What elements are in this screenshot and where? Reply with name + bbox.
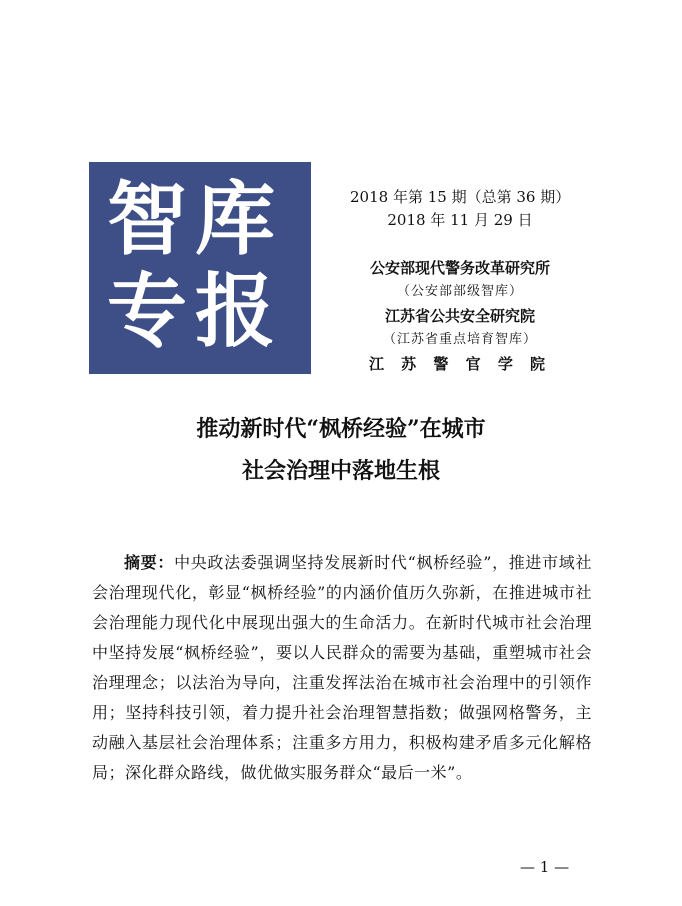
abstract-paragraph <box>92 548 592 788</box>
publisher-2: 江苏省公共安全研究院 <box>384 307 535 325</box>
publisher-1: 公安部现代警务改革研究所 <box>369 259 550 277</box>
issue-info <box>350 186 570 232</box>
title-line2: 社会治理中落地生根 <box>241 458 440 484</box>
issue-number: 2018 年第 15 期（总第 36 期） <box>350 188 571 206</box>
logo-text-line1: 智库 <box>107 173 283 266</box>
document-title <box>0 408 682 492</box>
publisher-3: 江 苏 警 官 学 院 <box>368 355 552 373</box>
page-number: — 1 — <box>520 858 570 876</box>
publisher-2-note: （江苏省重点培育智库） <box>382 332 537 347</box>
abstract-text: 中央政法委强调坚持发展新时代“枫桥经验”，推进市域社会治理现代化，彰显“枫桥经验”的内涵价值历久弥新，在推进城市社会治理能力现代化中展现出强大的生命活力。在新时代城市社会治理中坚持发展“枫桥经验”，要以人民群众的需要为基础，重塑城市社会治理理念；以法治为导向，注重发挥法治在城市社会治理中的引领作用；坚持科技引领，着力提升社会治理智慧指数；做强网格警务，主动融入基层社会治理体系；注重多方用力，积极构建矛盾多元化解格局；深化群众路线，做优做实服务群众“最后一米”。 <box>92 553 592 782</box>
issue-date: 2018 年 11 月 29 日 <box>387 211 533 229</box>
logo-text-line2: 专报 <box>107 265 283 358</box>
title-line1: 推动新时代“枫桥经验”在城市 <box>196 416 486 442</box>
publisher-1-note: （公安部部级智库） <box>396 284 523 299</box>
publisher-list <box>340 256 580 376</box>
abstract-label: 摘要： <box>124 553 175 572</box>
zhiku-zhuanbao-logo <box>89 162 311 374</box>
